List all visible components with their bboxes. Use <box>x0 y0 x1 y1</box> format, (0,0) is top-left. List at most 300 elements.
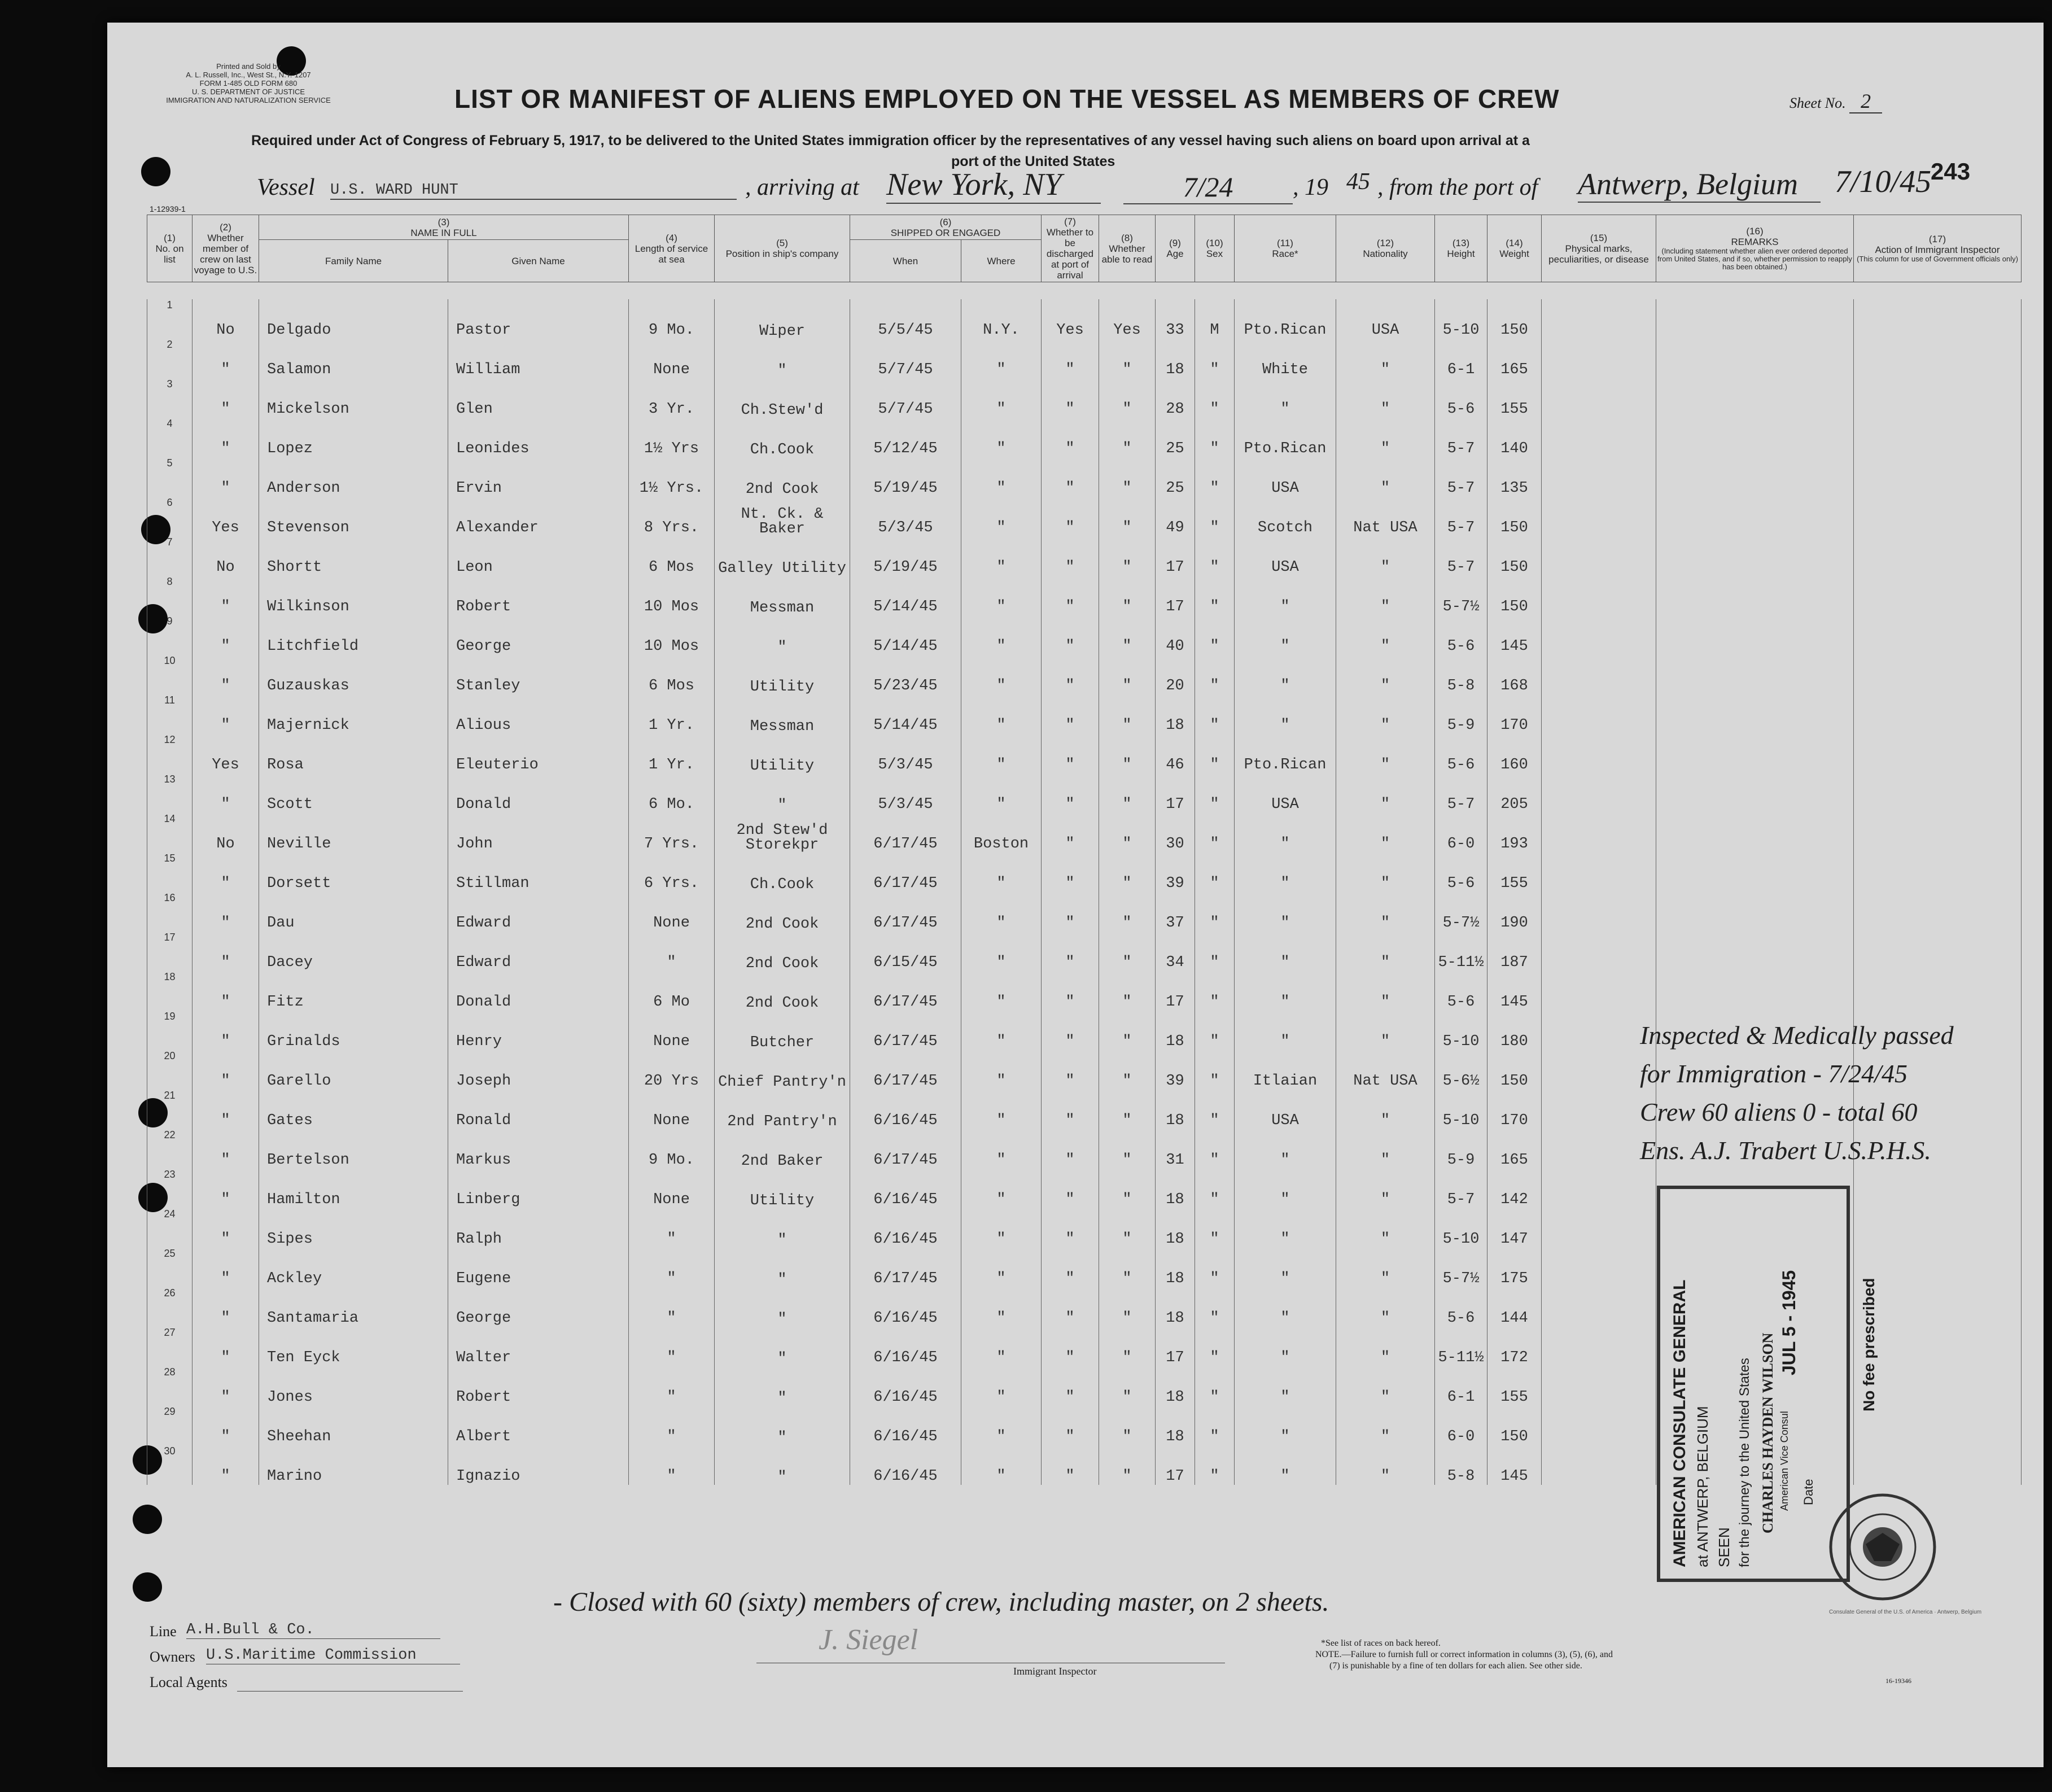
cell-physical <box>1542 378 1656 418</box>
cell-action <box>1854 536 2022 576</box>
cell-disch: " <box>1042 339 1099 378</box>
cell-physical <box>1542 299 1656 339</box>
cell-disch: " <box>1042 457 1099 497</box>
cell-height: 5-7 <box>1435 418 1487 457</box>
cell-race: " <box>1235 1287 1336 1327</box>
stamp-line: SEEN <box>1716 1527 1732 1567</box>
cell-height: 6-1 <box>1435 339 1487 378</box>
cell-prev: " <box>192 694 259 734</box>
col-number: (5) <box>776 238 788 248</box>
col-title: Height <box>1447 248 1475 259</box>
cell-nat: " <box>1336 1090 1435 1129</box>
cell-no: 15 <box>147 853 192 892</box>
cell-prev: " <box>192 932 259 971</box>
cell-disch: " <box>1042 418 1099 457</box>
cell-position: Utility <box>715 655 850 694</box>
col-title: Whether member of crew on last voyage to U.S. <box>194 232 257 276</box>
cell-weight: 140 <box>1487 418 1542 457</box>
cell-when: 6/17/45 <box>850 971 961 1011</box>
cell-family: Marino <box>259 1445 448 1485</box>
cell-race: " <box>1235 813 1336 853</box>
cell-family: Rosa <box>259 734 448 773</box>
cell-race: USA <box>1235 773 1336 813</box>
cell-family: Ackley <box>259 1248 448 1287</box>
cell-sex: " <box>1195 1445 1235 1485</box>
cell-read: " <box>1099 1327 1156 1366</box>
cell-remarks <box>1656 813 1854 853</box>
cell-read: " <box>1099 497 1156 536</box>
cell-physical <box>1542 536 1656 576</box>
cell-race: " <box>1235 1208 1336 1248</box>
cell-family: Dorsett <box>259 853 448 892</box>
cell-race: " <box>1235 576 1336 615</box>
cell-height: 5-11½ <box>1435 1327 1487 1366</box>
cell-where: " <box>961 892 1042 932</box>
cell-physical <box>1542 1090 1656 1129</box>
cell-height: 5-9 <box>1435 694 1487 734</box>
cell-service: 8 Yrs. <box>629 497 715 536</box>
cell-read: " <box>1099 971 1156 1011</box>
cell-where: " <box>961 1248 1042 1287</box>
cell-age: 18 <box>1156 339 1195 378</box>
cell-prev: " <box>192 1169 259 1208</box>
cell-disch: " <box>1042 1327 1099 1366</box>
stamp-line: for the journey to the United States <box>1737 1358 1752 1567</box>
cell-height: 5-7 <box>1435 1169 1487 1208</box>
cell-sex: " <box>1195 536 1235 576</box>
cell-physical <box>1542 339 1656 378</box>
cell-sex: " <box>1195 853 1235 892</box>
cell-action <box>1854 773 2022 813</box>
cell-physical <box>1542 1129 1656 1169</box>
cell-no: 11 <box>147 694 192 734</box>
cell-disch: " <box>1042 1129 1099 1169</box>
cell-where: " <box>961 418 1042 457</box>
cell-physical <box>1542 1366 1656 1406</box>
cell-service: 6 Mos <box>629 655 715 694</box>
cell-physical <box>1542 576 1656 615</box>
col-title: No. on list <box>155 243 184 265</box>
cell-where: " <box>961 1445 1042 1485</box>
cell-weight: 155 <box>1487 853 1542 892</box>
cell-where: " <box>961 1287 1042 1327</box>
cell-prev: No <box>192 536 259 576</box>
col-number: (17) <box>1928 234 1946 244</box>
cell-remarks <box>1656 497 1854 536</box>
cell-service: 6 Mos <box>629 536 715 576</box>
col-header-family-name: Family Name <box>259 240 448 282</box>
cell-action <box>1854 299 2022 339</box>
col-header-read <box>1099 215 1156 282</box>
cell-prev: " <box>192 1248 259 1287</box>
cell-family: Wilkinson <box>259 576 448 615</box>
cell-given: Stillman <box>448 853 629 892</box>
manifest-sheet <box>107 23 2044 1767</box>
cell-read: " <box>1099 1129 1156 1169</box>
cell-no: 26 <box>147 1287 192 1327</box>
cell-action <box>1854 1169 2022 1208</box>
cell-prev: " <box>192 655 259 694</box>
cell-age: 18 <box>1156 1169 1195 1208</box>
no-fee-text: No fee prescribed <box>1860 1278 1878 1411</box>
cell-prev: " <box>192 1287 259 1327</box>
col-title: Age <box>1166 248 1184 259</box>
cell-service: 9 Mo. <box>629 1129 715 1169</box>
cell-read: " <box>1099 1287 1156 1327</box>
cell-prev: " <box>192 1011 259 1050</box>
cell-height: 5-8 <box>1435 1445 1487 1485</box>
cell-age: 18 <box>1156 1208 1195 1248</box>
cell-physical <box>1542 418 1656 457</box>
cell-family: Fitz <box>259 971 448 1011</box>
cell-nat: Nat USA <box>1336 497 1435 536</box>
cell-weight: 170 <box>1487 1090 1542 1129</box>
cell-action <box>1854 813 2022 853</box>
cell-service: None <box>629 1169 715 1208</box>
consulate-stamp-text <box>1660 1195 1841 1579</box>
cell-prev: No <box>192 813 259 853</box>
cell-remarks <box>1656 734 1854 773</box>
cell-given: Robert <box>448 1366 629 1406</box>
cell-no: 21 <box>147 1090 192 1129</box>
cell-prev: " <box>192 339 259 378</box>
cell-prev: Yes <box>192 734 259 773</box>
cell-nat: " <box>1336 655 1435 694</box>
printer-line: A. L. Russell, Inc., West St., N.Y.-1207 <box>186 71 311 79</box>
cell-age: 17 <box>1156 576 1195 615</box>
cell-sex: " <box>1195 1248 1235 1287</box>
cell-service: None <box>629 1090 715 1129</box>
cell-action <box>1854 497 2022 536</box>
cell-prev: " <box>192 1090 259 1129</box>
cell-prev: " <box>192 1050 259 1090</box>
cell-height: 5-10 <box>1435 1208 1487 1248</box>
cell-where: " <box>961 694 1042 734</box>
cell-physical <box>1542 1406 1656 1445</box>
cell-weight: 172 <box>1487 1327 1542 1366</box>
cell-given: Pastor <box>448 299 629 339</box>
stamp-line: AMERICAN CONSULATE GENERAL <box>1670 1279 1689 1567</box>
cell-sex: " <box>1195 734 1235 773</box>
cell-nat: " <box>1336 339 1435 378</box>
cell-read: " <box>1099 615 1156 655</box>
cell-when: 6/16/45 <box>850 1208 961 1248</box>
cell-family: Sipes <box>259 1208 448 1248</box>
cell-prev: " <box>192 615 259 655</box>
line-value: A.H.Bull & Co. <box>186 1621 440 1639</box>
cell-given: Albert <box>448 1406 629 1445</box>
cell-prev: " <box>192 1129 259 1169</box>
cell-age: 33 <box>1156 299 1195 339</box>
col-number: (10) <box>1206 238 1223 248</box>
cell-weight: 165 <box>1487 339 1542 378</box>
cell-weight: 142 <box>1487 1169 1542 1208</box>
cell-sex: " <box>1195 378 1235 418</box>
cell-where: " <box>961 536 1042 576</box>
cell-read: " <box>1099 1445 1156 1485</box>
cell-nat: " <box>1336 418 1435 457</box>
col-header-where: Where <box>961 240 1042 282</box>
cell-position: 2nd Baker <box>715 1129 850 1169</box>
col-number: (3) <box>437 216 450 228</box>
cell-weight: 170 <box>1487 694 1542 734</box>
cell-sex: " <box>1195 655 1235 694</box>
cell-service: " <box>629 1287 715 1327</box>
cell-given: Henry <box>448 1011 629 1050</box>
cell-when: 6/16/45 <box>850 1445 961 1485</box>
cell-remarks <box>1656 971 1854 1011</box>
year-prefix: , 19 <box>1293 174 1328 200</box>
col-header-when: When <box>850 240 961 282</box>
cell-no: 1 <box>147 299 192 339</box>
cell-age: 18 <box>1156 1406 1195 1445</box>
col-header-sex <box>1195 215 1235 282</box>
stamp-line: American Vice Consul <box>1779 1411 1790 1511</box>
cell-no: 19 <box>147 1011 192 1050</box>
cell-family: Grinalds <box>259 1011 448 1050</box>
cell-sex: " <box>1195 576 1235 615</box>
cell-prev: " <box>192 971 259 1011</box>
cell-read: " <box>1099 536 1156 576</box>
cell-age: 28 <box>1156 378 1195 418</box>
cell-height: 5-6 <box>1435 734 1487 773</box>
cell-remarks <box>1656 853 1854 892</box>
cell-height: 6-1 <box>1435 1366 1487 1406</box>
cell-height: 5-7½ <box>1435 1248 1487 1287</box>
cell-given: Ronald <box>448 1090 629 1129</box>
table-row <box>147 615 2022 655</box>
cell-remarks <box>1656 457 1854 497</box>
cell-physical <box>1542 971 1656 1011</box>
cell-height: 5-6 <box>1435 853 1487 892</box>
cell-no: 28 <box>147 1366 192 1406</box>
cell-nat: " <box>1336 1169 1435 1208</box>
cell-age: 17 <box>1156 1327 1195 1366</box>
cell-nat: " <box>1336 1327 1435 1366</box>
cell-read: " <box>1099 892 1156 932</box>
cell-family: Scott <box>259 773 448 813</box>
cell-where: " <box>961 971 1042 1011</box>
cell-position: " <box>715 1327 850 1366</box>
cell-no: 5 <box>147 457 192 497</box>
act-requirement-2: port of the United States <box>951 154 1115 169</box>
cell-action <box>1854 1287 2022 1327</box>
col-header-physical <box>1542 215 1656 282</box>
cell-position: Wiper <box>715 299 850 339</box>
arriving-label: , arriving at <box>745 174 859 200</box>
cell-weight: 187 <box>1487 932 1542 971</box>
cell-prev: " <box>192 378 259 418</box>
cell-nat: " <box>1336 1406 1435 1445</box>
cell-no: 12 <box>147 734 192 773</box>
cell-prev: " <box>192 1208 259 1248</box>
cell-weight: 190 <box>1487 892 1542 932</box>
cell-where: " <box>961 734 1042 773</box>
cell-height: 5-11½ <box>1435 932 1487 971</box>
cell-given: Robert <box>448 576 629 615</box>
cell-family: Hamilton <box>259 1169 448 1208</box>
cell-family: Bertelson <box>259 1129 448 1169</box>
cell-race: " <box>1235 615 1336 655</box>
cell-family: Majernick <box>259 694 448 734</box>
cell-service: None <box>629 339 715 378</box>
cell-race: Itlaian <box>1235 1050 1336 1090</box>
cell-physical <box>1542 615 1656 655</box>
cell-position: " <box>715 1366 850 1406</box>
cell-given: Linberg <box>448 1169 629 1208</box>
cell-nat: " <box>1336 378 1435 418</box>
stamp-signature: CHARLES HAYDEN WILSON <box>1760 1332 1776 1533</box>
cell-no: 6 <box>147 497 192 536</box>
cell-service: " <box>629 1248 715 1287</box>
cell-where: " <box>961 1366 1042 1406</box>
cell-when: 6/16/45 <box>850 1287 961 1327</box>
cell-weight: 145 <box>1487 1445 1542 1485</box>
cell-where: " <box>961 932 1042 971</box>
sheet-number-value: 2 <box>1849 90 1882 113</box>
col-header-discharged <box>1042 215 1099 282</box>
cell-physical <box>1542 1445 1656 1485</box>
cell-height: 5-7 <box>1435 773 1487 813</box>
stamp-line: Date <box>1801 1479 1815 1505</box>
penalty-note-2: (7) is punishable by a fine of ten dollars for each alien. See other side. <box>1329 1661 1582 1671</box>
col-number: (16) <box>1746 226 1764 237</box>
cell-read: " <box>1099 1090 1156 1129</box>
cell-physical <box>1542 655 1656 694</box>
cell-given: Ervin <box>448 457 629 497</box>
cell-physical <box>1542 813 1656 853</box>
cell-sex: " <box>1195 932 1235 971</box>
cell-age: 18 <box>1156 1366 1195 1406</box>
from-port-label: , from the port of <box>1377 174 1538 200</box>
cell-read: " <box>1099 734 1156 773</box>
cell-sex: " <box>1195 971 1235 1011</box>
cell-sex: " <box>1195 1129 1235 1169</box>
cell-read: " <box>1099 1169 1156 1208</box>
cell-race: Pto.Rican <box>1235 299 1336 339</box>
cell-sex: " <box>1195 1327 1235 1366</box>
cell-action <box>1854 576 2022 615</box>
cell-when: 6/17/45 <box>850 892 961 932</box>
cell-disch: " <box>1042 655 1099 694</box>
cell-family: Anderson <box>259 457 448 497</box>
cell-where: " <box>961 457 1042 497</box>
col-number: (12) <box>1376 238 1394 248</box>
cell-disch: " <box>1042 576 1099 615</box>
cell-physical <box>1542 773 1656 813</box>
cell-where: " <box>961 615 1042 655</box>
cell-when: 5/19/45 <box>850 536 961 576</box>
consulate-stamp <box>1657 1186 1850 1582</box>
cell-service: " <box>629 932 715 971</box>
cell-remarks <box>1656 773 1854 813</box>
cell-disch: " <box>1042 1366 1099 1406</box>
cell-disch: " <box>1042 694 1099 734</box>
cell-read: " <box>1099 1248 1156 1287</box>
col-title: Action of Immigrant Inspector <box>1875 244 2000 255</box>
cell-when: 6/17/45 <box>850 1129 961 1169</box>
cell-nat: " <box>1336 1208 1435 1248</box>
cell-height: 5-10 <box>1435 1090 1487 1129</box>
vessel-label: Vessel <box>257 174 315 200</box>
cell-no: 7 <box>147 536 192 576</box>
cell-prev: " <box>192 1327 259 1366</box>
cell-action <box>1854 418 2022 457</box>
cell-height: 5-7 <box>1435 497 1487 536</box>
cell-when: 5/3/45 <box>850 773 961 813</box>
cell-race: " <box>1235 378 1336 418</box>
cell-nat: " <box>1336 536 1435 576</box>
cell-remarks <box>1656 378 1854 418</box>
cell-race: " <box>1235 1169 1336 1208</box>
cell-prev: " <box>192 457 259 497</box>
cell-service: 10 Mos <box>629 576 715 615</box>
cell-action <box>1854 1248 2022 1287</box>
cell-remarks <box>1656 932 1854 971</box>
cell-age: 25 <box>1156 457 1195 497</box>
cell-prev: " <box>192 1406 259 1445</box>
cell-nat: " <box>1336 932 1435 971</box>
act-requirement: Required under Act of Congress of February 5, 1917, to be delivered to the United States immigration officer by the representatives of any vessel having such aliens on board upon arrival at a <box>251 133 1530 148</box>
cell-service: 6 Mo <box>629 971 715 1011</box>
cell-nat: " <box>1336 1366 1435 1406</box>
cell-nat: " <box>1336 773 1435 813</box>
cell-position: " <box>715 1248 850 1287</box>
cell-family: Garello <box>259 1050 448 1090</box>
cell-action <box>1854 1406 2022 1445</box>
cell-family: Santamaria <box>259 1287 448 1327</box>
cell-family: Dacey <box>259 932 448 971</box>
cell-position: Messman <box>715 694 850 734</box>
cell-position: Ch.Cook <box>715 853 850 892</box>
cell-race: " <box>1235 1129 1336 1169</box>
cell-height: 5-10 <box>1435 299 1487 339</box>
col-header-action <box>1854 215 2022 282</box>
cell-no: 17 <box>147 932 192 971</box>
cell-no: 24 <box>147 1208 192 1248</box>
sheet-number-label: Sheet No. <box>1790 95 1846 111</box>
cell-when: 6/16/45 <box>850 1366 961 1406</box>
col-header-given-name: Given Name <box>448 240 629 282</box>
stamp-date: JUL 5 - 1945 <box>1779 1270 1799 1375</box>
cell-when: 6/16/45 <box>850 1406 961 1445</box>
cell-weight: 180 <box>1487 1011 1542 1050</box>
cell-where: " <box>961 1129 1042 1169</box>
cell-when: 5/14/45 <box>850 694 961 734</box>
cell-weight: 150 <box>1487 299 1542 339</box>
cell-age: 18 <box>1156 1011 1195 1050</box>
cell-race: " <box>1235 694 1336 734</box>
cell-given: Glen <box>448 378 629 418</box>
table-row <box>147 576 2022 615</box>
cell-position: Messman <box>715 576 850 615</box>
cell-physical <box>1542 1287 1656 1327</box>
col-number: (6) <box>939 216 952 228</box>
cell-read: " <box>1099 932 1156 971</box>
cell-race: " <box>1235 971 1336 1011</box>
cell-physical <box>1542 734 1656 773</box>
cell-position: Ch.Stew'd <box>715 378 850 418</box>
cell-physical <box>1542 1169 1656 1208</box>
cell-when: 5/7/45 <box>850 378 961 418</box>
cell-weight: 145 <box>1487 971 1542 1011</box>
cell-nat: " <box>1336 1129 1435 1169</box>
cell-race: White <box>1235 339 1336 378</box>
cell-service: 10 Mos <box>629 615 715 655</box>
cell-disch: " <box>1042 1248 1099 1287</box>
cell-family: Guzauskas <box>259 655 448 694</box>
table-row <box>147 694 2022 734</box>
